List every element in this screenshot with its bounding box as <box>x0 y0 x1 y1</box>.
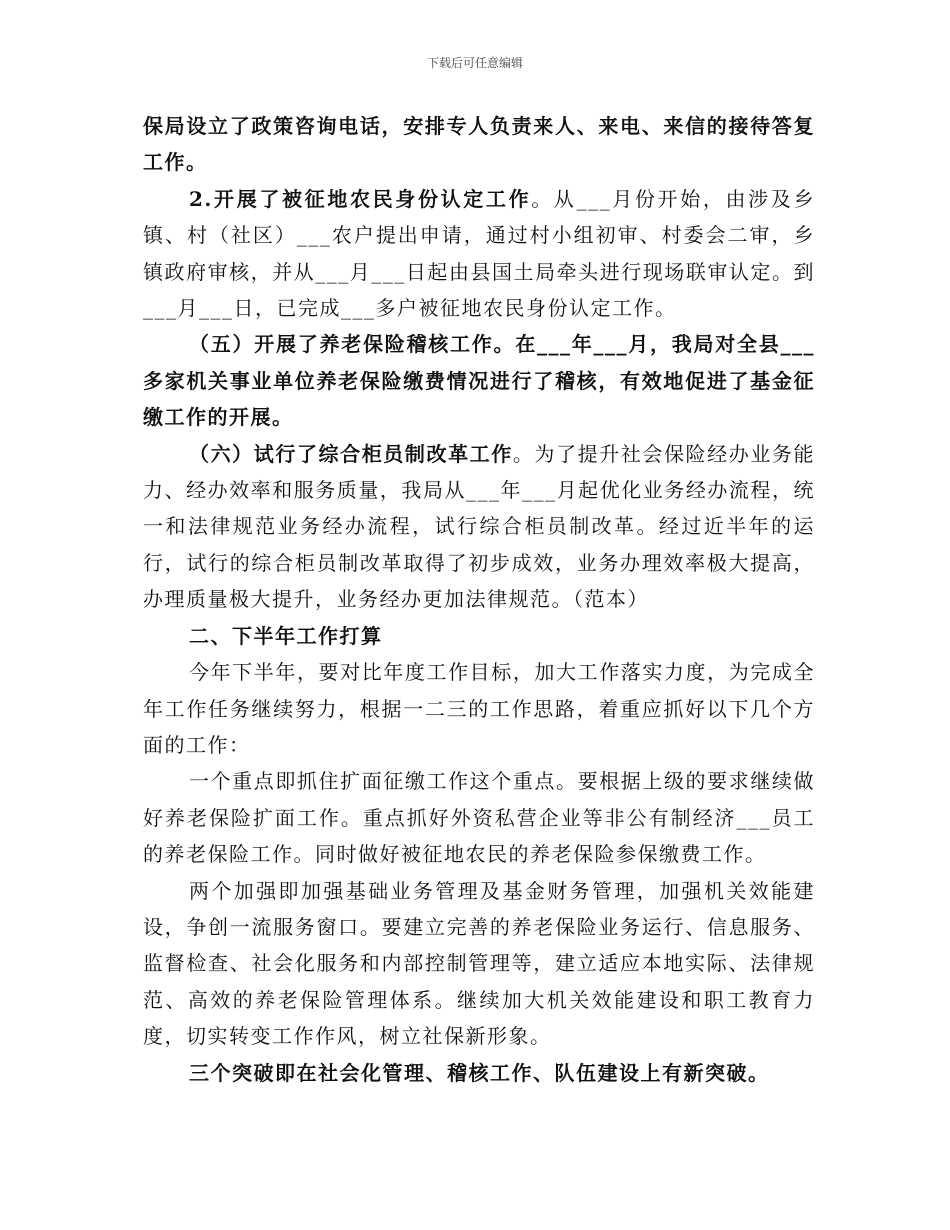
paragraph-7-text: 一个重点即抓住扩面征缴工作这个重点。要根据上级的要求继续做好养老保险扩面工作。重点抓好外资私营企业等非公有制经济___员工的养老保险工作。同时做好被征地农民的养老保险参保缴费工作。 <box>143 769 815 867</box>
page-header-note: 下载后可任意编辑 <box>426 56 523 70</box>
paragraph-4 <box>143 436 815 618</box>
paragraph-3 <box>143 326 815 435</box>
paragraph-8-text: 两个加强即加强基础业务管理及基金财务管理，加强机关效能建设，争创一流服务窗口。要建立完善的养老保险业务运行、信息服务、监督检查、社会化服务和内部控制管理等，建立适应本地实际、法律规范、高效的养老保险管理体系。继续加大机关效能建设和职工教育力度，切实转变工作作风，树立社保新形象。 <box>143 878 815 1049</box>
document-body <box>143 108 815 1091</box>
paragraph-2 <box>143 181 815 327</box>
paragraph-1-bold: 保局设立了政策咨询电话，安排专人负责来人、来电、来信的接待答复工作。 <box>143 114 815 175</box>
paragraph-6 <box>143 654 815 763</box>
paragraph-8 <box>143 873 815 1055</box>
paragraph-4-bold: （六）试行了综合柜员制改革工作 <box>189 441 513 466</box>
paragraph-2-text: 。从___月份开始，由涉及乡镇、村（社区）___农户提出申请，通过村小组初审、村委会二审，乡镇政府审核，并从___月___日起由县国土局牵头进行现场联审认定。到___月___日，已完成___多户被征地农民身份认定工作。 <box>143 186 815 321</box>
paragraph-2-bold: 2.开展了被征地农民身份认定工作 <box>189 186 532 211</box>
paragraph-1 <box>143 108 815 181</box>
paragraph-3-bold: （五）开展了养老保险稽核工作。在___年___月，我局对全县___多家机关事业单位养老保险缴费情况进行了稽核，有效地促进了基金征缴工作的开展。 <box>143 332 815 430</box>
section-heading-text: 二、下半年工作打算 <box>189 623 383 648</box>
section-heading <box>143 618 815 654</box>
paragraph-4-text: 。为了提升社会保险经办业务能力、经办效率和服务质量，我局从___年___月起优化业务经办流程，统一和法律规范业务经办流程，试行综合柜员制改革。经过近半年的运行，试行的综合柜员制改革取得了初步成效，业务办理效率极大提高，办理质量极大提升，业务经办更加法律规范。（范本） <box>143 441 816 612</box>
paragraph-7 <box>143 763 815 872</box>
paragraph-9-bold: 三个突破即在社会化管理、稽核工作、队伍建设上有新突破。 <box>189 1060 770 1085</box>
paragraph-6-text: 今年下半年，要对比年度工作目标，加大工作落实力度，为完成全年工作任务继续努力，根据一二三的工作思路，着重应抓好以下几个方面的工作： <box>143 660 815 757</box>
paragraph-9 <box>143 1055 815 1091</box>
